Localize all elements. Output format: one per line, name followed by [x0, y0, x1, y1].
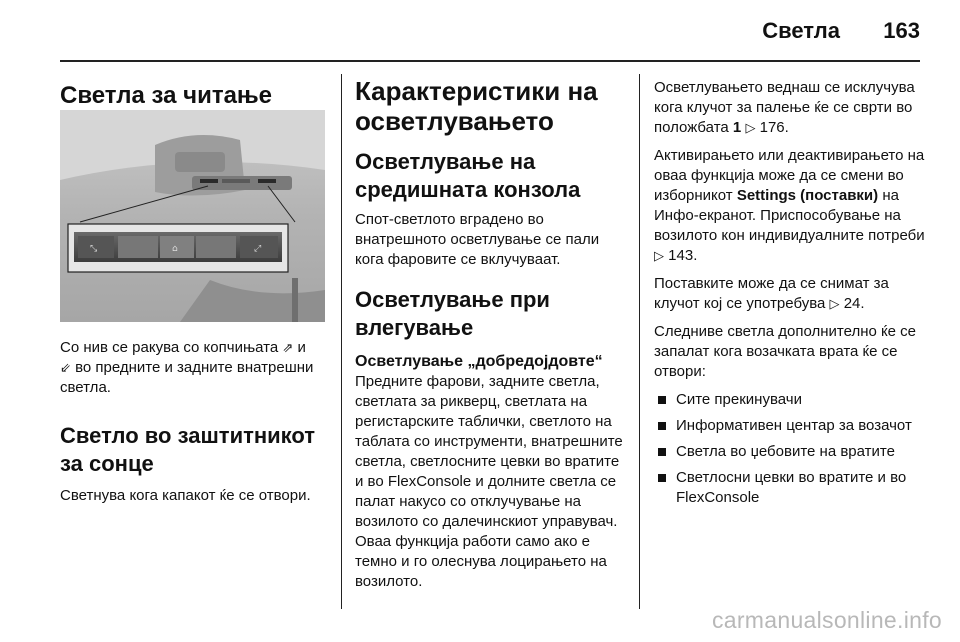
svg-text:⤡: ⤡ [90, 244, 98, 254]
list-item: Информативен центар за возачот [654, 416, 929, 436]
heading-welcome-lighting: Осветлување „добредојдовте“ [355, 353, 603, 370]
heading-lighting-features: Карактеристики на осветлувањето [355, 76, 598, 136]
ignition-off-text: Осветлувањето веднаш се исклучува кога клучот за палење ќе се сврти во положбата 1 ▷ 176. [654, 79, 915, 136]
heading-entry-lighting: Осветлување при влегување [355, 287, 550, 340]
heading-sunvisor-light: Светло во заштитникот за сонце [60, 423, 316, 476]
reading-light-photo [60, 110, 325, 322]
column-divider-1 [341, 74, 342, 609]
settings-text: Активирањето или деактивирањето на оваа функција може да се смени во изборникот Settings (поставки) на Инфо-екранот. Приспособување на возилото кон индивидуалните потреби ▷ 143. [654, 147, 925, 264]
sunvisor-light-text: Светнува кога капакот ќе се отвори. [60, 487, 311, 504]
page-reference-arrow-icon: ▷ [654, 248, 664, 263]
page-reference[interactable]: 143. [668, 247, 698, 264]
column-3 [654, 78, 929, 514]
column-2 [355, 64, 630, 592]
center-console-text: Спот-светлото вградено во внатрешното осветлување се пали кога фаровите се вклучуваат. [355, 211, 600, 268]
column-divider-2 [639, 74, 640, 609]
lights-list [654, 390, 929, 508]
welcome-lighting-text: Предните фарови, задните светла, светлата за рикверц, светлата на регистарските таблички, светлото на таблата со инструменти, внатрешните светла, светлосните цевки во вратите и во FlexConsole и долните светла се палат накусо со отклучување на возилото со далечинскиот управувач. Оваа функција работи само ако е темно и го олеснува лоцирањето на возилото. [355, 373, 623, 590]
watermark: carmanualsonline.info [711, 607, 942, 633]
bullet-square-icon [658, 396, 666, 404]
page-number: 163 [883, 18, 920, 43]
front-reading-light-icon: ⇗ [282, 340, 294, 355]
page-header [0, 0, 960, 62]
bullet-square-icon [658, 448, 666, 456]
page-reference[interactable]: 176. [759, 119, 789, 136]
page-reference-arrow-icon: ▷ [829, 296, 840, 311]
rear-reading-light-icon: ⇙ [60, 360, 71, 375]
heading-reading-lights: Светла за читање [60, 82, 273, 109]
section-title: Светла [762, 18, 840, 43]
key-settings-text: Поставките може да се снимат за клучот кој се употребува ▷ 24. [654, 275, 889, 312]
heading-center-console-lighting: Осветлување на средишната конзола [355, 149, 581, 202]
list-item: Светла во џебовите на вратите [654, 442, 929, 462]
driver-door-text: Следниве светла дополнително ќе се запалат кога возачката врата ќе се отвори: [654, 323, 916, 380]
svg-text:⤢: ⤢ [254, 244, 262, 254]
reading-lights-caption: Со нив се ракува со копчињата ⇗ и ⇙ во предните и задните внатрешни светла. [60, 339, 314, 396]
svg-text:⌂: ⌂ [172, 244, 178, 254]
bullet-square-icon [658, 474, 666, 482]
list-item: Сите прекинувачи [654, 390, 929, 410]
bullet-square-icon [658, 422, 666, 430]
column-1 [60, 64, 330, 110]
page-reference-arrow-icon: ▷ [745, 120, 756, 135]
page-reference[interactable]: 24. [843, 295, 865, 312]
column-1-text [60, 338, 330, 506]
header-rule [60, 60, 920, 62]
list-item: Светлосни цевки во вратите и во FlexConsole [654, 468, 929, 508]
